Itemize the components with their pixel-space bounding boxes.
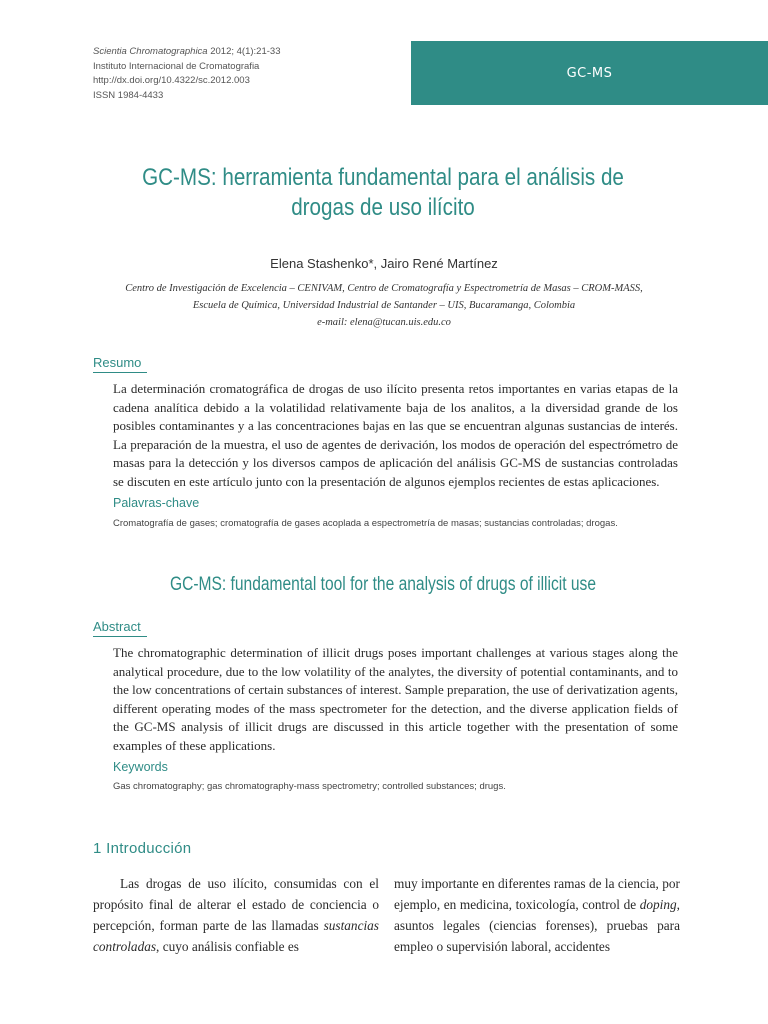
introduccion-heading: 1 Introducción (93, 840, 192, 857)
intro-column-left (93, 873, 379, 957)
volume-pages: 2012; 4(1):21-33 (207, 46, 281, 57)
intro-left-text-a: Las drogas de uso ilícito, consumidas con el propósito final de alterar el estado de conciencia o percepción, forman parte de las llamadas (93, 876, 379, 933)
intro-left-emphasis: sustancias controladas (93, 918, 379, 954)
title-line-1: GC-MS: herramienta fundamental para el análisis de (142, 164, 624, 191)
journal-citation (93, 45, 280, 60)
abstract-heading: Abstract (93, 619, 147, 637)
section-banner (411, 41, 768, 105)
affiliation-line-2: Escuela de Química, Universidad Industrial de Santander – UIS, Bucaramanga, Colombia (192, 300, 576, 311)
author-email[interactable]: e-mail: elena@tucan.uis.edu.co (317, 317, 451, 328)
banner-label: GC-MS (566, 65, 613, 81)
intro-right-emphasis: doping (639, 897, 677, 912)
keywords-heading: Keywords (113, 760, 168, 774)
citation-block (93, 45, 280, 103)
journal-name: Scientia Chromatographica (93, 46, 208, 57)
resumo-text: La determinación cromatográfica de drogas de uso ilícito presenta retos importantes en varias etapas de la cadena analítica debido a la volatilidad relativamente baja de los analitos, a la diversidad grande de los posibles contaminantes y a las concentraciones bajas en las que se encuentran algunas sustancias de interés. La preparación de la muestra, el uso de agentes de derivación, los modos de operación del espectrómetro de masas para la detección y los diversos campos de aplicación del análisis GC-MS de sustancias controladas se discuten en este artículo junto con la presentación de algunos ejemplos recientes de estas aplicaciones. (113, 381, 678, 489)
english-title: GC-MS: fundamental tool for the analysis of drugs of illicit use (169, 574, 597, 595)
doi-link[interactable]: http://dx.doi.org/10.4322/sc.2012.003 (93, 75, 250, 86)
article-title (140, 163, 627, 223)
resumo-heading: Resumo (93, 355, 147, 373)
intro-column-right (394, 873, 680, 957)
affiliation-line-1: Centro de Investigación de Excelencia – CENIVAM, Centro de Cromatografía y Espectrometría de Masas – CROM-MASS, (125, 283, 643, 294)
keywords-text: Gas chromatography; gas chromatography-mass spectrometry; controlled substances; drugs. (113, 781, 506, 792)
intro-right-text-b: , asuntos legales (ciencias forenses), pruebas para empleo o supervisión laboral, accidentes (394, 897, 680, 954)
intro-left-text-b: , cuyo análisis confiable es (156, 939, 299, 954)
issn: ISSN 1984-4433 (93, 89, 164, 101)
title-line-2: drogas de uso ilícito (291, 194, 475, 221)
institute-name: Instituto Internacional de Cromatografia (93, 60, 260, 72)
intro-right-text-a: muy importante en diferentes ramas de la ciencia, por ejemplo, en medicina, toxicología, control de (394, 876, 680, 912)
palavras-chave-text: Cromatografía de gases; cromatografía de gases acoplada a espectrometría de masas; sustancias controladas; drogas. (113, 518, 618, 529)
authors: Elena Stashenko*, Jairo René Martínez (270, 256, 498, 271)
affiliation (60, 280, 708, 331)
abstract-text: The chromatographic determination of illicit drugs poses important challenges at various stages along the analytical procedure, due to the low volatility of the analytes, the diversity of potential contaminants, and to the low concentrations of certain substances of interest. Sample preparation, the use of derivatization agents, different operating modes of the mass spectrometer for the detection, and the diverse application fields of the GC-MS analysis of illicit drugs are discussed in this article together with the presentation of some examples of these applications. (113, 645, 678, 753)
palavras-chave-heading: Palavras-chave (113, 496, 200, 510)
